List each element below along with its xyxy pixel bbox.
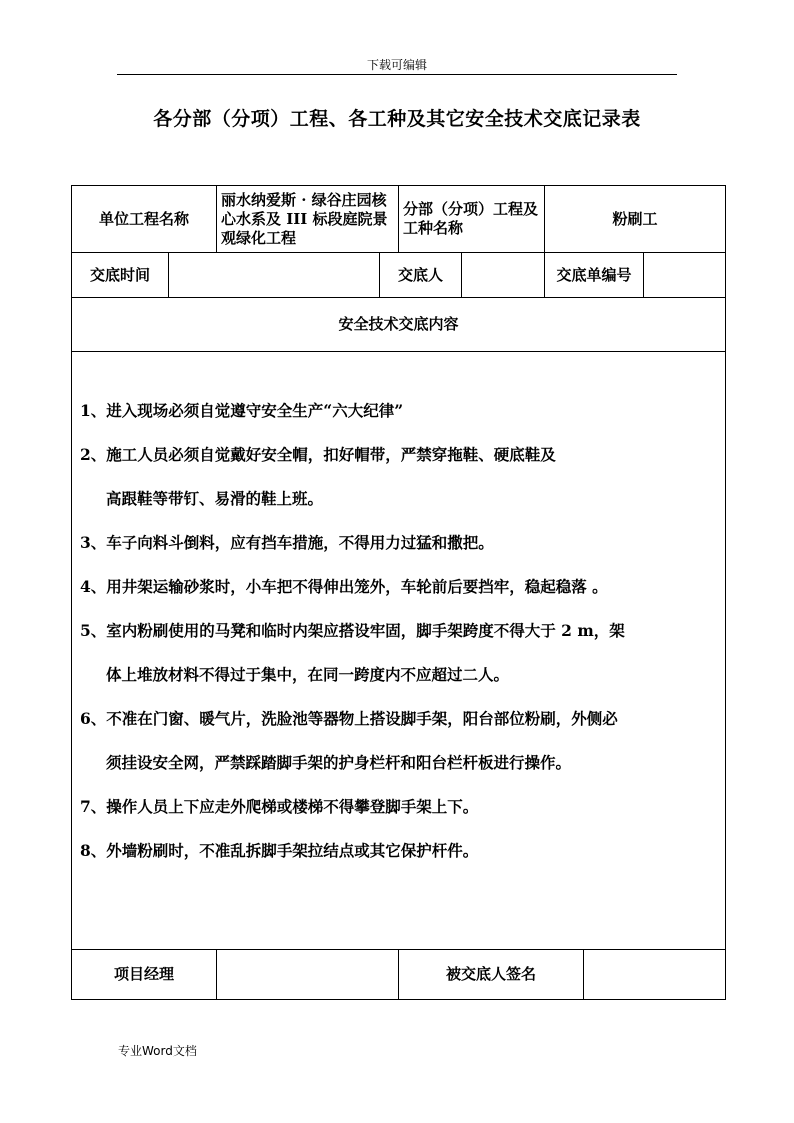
item-line-continued: 高跟鞋等带钉、易滑的鞋上班。 [106, 489, 324, 508]
item-line: 8、外墙粉刷时，不准乱拆脚手架拉结点或其它保护杆件。 [80, 841, 479, 860]
list-item [80, 444, 725, 510]
table-row-content [72, 352, 726, 950]
list-item [80, 400, 725, 422]
disclosure-time-label: 交底时间 [72, 253, 169, 298]
signee-value[interactable] [584, 950, 726, 1000]
list-item [80, 708, 725, 774]
disclosure-time-value[interactable] [169, 253, 380, 298]
disclosure-number-label: 交底单编号 [545, 253, 644, 298]
page-header: 下载可编辑 [366, 58, 427, 72]
signee-label: 被交底人签名 [399, 950, 584, 1000]
document-title: 各分部（分项）工程、各工种及其它安全技术交底记录表 [153, 108, 641, 130]
sub-project-label: 分部（分项）工程及工种名称 [399, 186, 545, 253]
list-item [80, 796, 725, 818]
table-row-unit [72, 186, 726, 253]
item-line: 7、操作人员上下应走外爬梯或楼梯不得攀登脚手架上下。 [80, 797, 479, 816]
content-body [72, 352, 726, 950]
table-row-signatures [72, 950, 726, 1000]
item-line: 3、车子向料斗倒料，应有挡车措施，不得用力过猛和撒把。 [80, 533, 494, 552]
list-item [80, 840, 725, 862]
sub-project-value: 粉刷工 [545, 186, 726, 253]
item-line-continued: 体上堆放材料不得过于集中，在同一跨度内不应超过二人。 [106, 665, 510, 684]
list-item [80, 620, 725, 686]
table-row-meta [72, 253, 726, 298]
safety-disclosure-table [71, 185, 726, 1000]
list-item [80, 532, 725, 554]
item-line: 1、进入现场必须自觉遵守安全生产“六大纪律” [80, 401, 404, 420]
item-line: 6、不准在门窗、暖气片，洗脸池等器物上搭设脚手架，阳台部位粉刷，外侧必 [80, 709, 618, 728]
item-line-continued: 须挂设安全网，严禁踩踏脚手架的护身栏杆和阳台栏杆板进行操作。 [106, 753, 572, 772]
item-line: 2、施工人员必须自觉戴好安全帽，扣好帽带，严禁穿拖鞋、硬底鞋及 [80, 445, 556, 464]
disclosure-number-value[interactable] [644, 253, 726, 298]
unit-name-value: 丽水纳爱斯 · 绿谷庄园核心水系及 III 标段庭院景观绿化工程 [217, 186, 399, 253]
table-row-content-header [72, 298, 726, 352]
item-line: 5、室内粉刷使用的马凳和临时内架应搭设牢固，脚手架跨度不得大于 2 m，架 [80, 621, 625, 640]
list-item [80, 576, 725, 598]
page-footer: 专业Word文档 [118, 1044, 197, 1058]
content-header: 安全技术交底内容 [72, 298, 726, 352]
discloser-value[interactable] [462, 253, 545, 298]
item-line: 4、用井架运输砂浆时，小车把不得伸出笼外，车轮前后要挡牢，稳起稳落 。 [80, 577, 608, 596]
header-rule [117, 74, 677, 75]
discloser-label: 交底人 [380, 253, 462, 298]
project-manager-value[interactable] [217, 950, 399, 1000]
unit-name-label: 单位工程名称 [72, 186, 217, 253]
project-manager-label: 项目经理 [72, 950, 217, 1000]
